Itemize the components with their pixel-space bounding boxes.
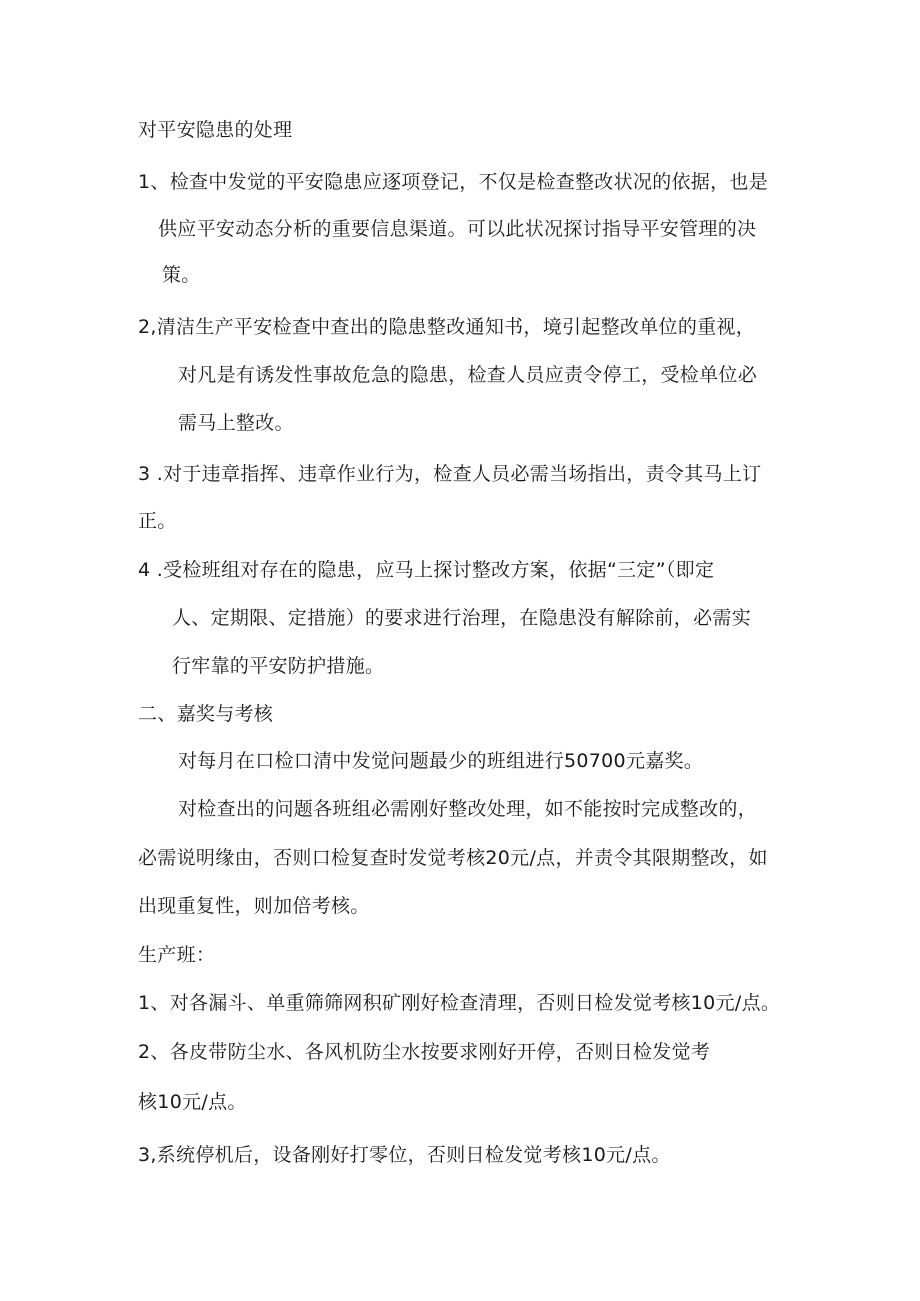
item-1-line-2: 供应平安动态分析的重要信息渠道。可以此状况探讨指导平安管理的决: [158, 218, 757, 240]
section-3-line-4: 3,系统停机后，设备刚好打零位，否则日检发觉考核10元/点。: [138, 1144, 671, 1166]
item-4-line-3: 行牢靠的平安防护措施。: [172, 655, 385, 677]
item-4-line-2: 人、定期限、定措施）的要求进行治理，在隐患没有解除前，必需实: [172, 607, 752, 629]
item-3-line-2: 正。: [138, 510, 177, 532]
item-2-line-2: 对凡是有诱发性事故危急的隐患，检查人员应责令停工，受检单位必: [178, 364, 758, 386]
section-2-para-2-line-3: 出现重复性，则加倍考核。: [138, 895, 370, 917]
section-3-heading: 生产班：: [138, 944, 216, 966]
section-3-line-1: 1、对各漏斗、单重筛筛网积矿刚好检查清理，否则日检发觉考核10元/点。: [138, 992, 781, 1014]
section-2-heading: 二、嘉奖与考核: [138, 703, 274, 725]
section-2-para-2-line-2: 必需说明缘由，否则口检复查时发觉考核20元/点，并责令其限期整改，如: [138, 847, 768, 869]
item-2-line-3: 需马上整改。: [178, 412, 294, 434]
item-3-line-1: 3 .对于违章指挥、违章作业行为，检查人员必需当场指出，责令其马上订: [138, 463, 762, 485]
section-2-para-2-line-1: 对检查出的问题各班组必需刚好整改处理，如不能按时完成整改的，: [178, 798, 758, 820]
section-3-line-3: 核10元/点。: [138, 1091, 247, 1113]
item-1-line-3: 策。: [162, 264, 201, 286]
item-1-line-1: 1、检查中发觉的平安隐患应逐项登记，不仅是检查整改状况的依据，也是: [138, 171, 768, 193]
section-2-para-1: 对每月在口检口清中发觉问题最少的班组进行50700元嘉奖。: [178, 750, 704, 772]
doc-title: 对平安隐患的处理: [138, 119, 293, 141]
section-3-line-2: 2、各皮带防尘水、各风机防尘水按要求刚好开停，否则日检发觉考: [138, 1041, 711, 1063]
item-2-line-1: 2,清洁生产平安检查中查出的隐患整改通知书，境引起整改单位的重视，: [138, 316, 756, 338]
item-4-line-1: 4 .受检班组对存在的隐患，应马上探讨整改方案，依据“三定”（即定: [138, 559, 715, 581]
